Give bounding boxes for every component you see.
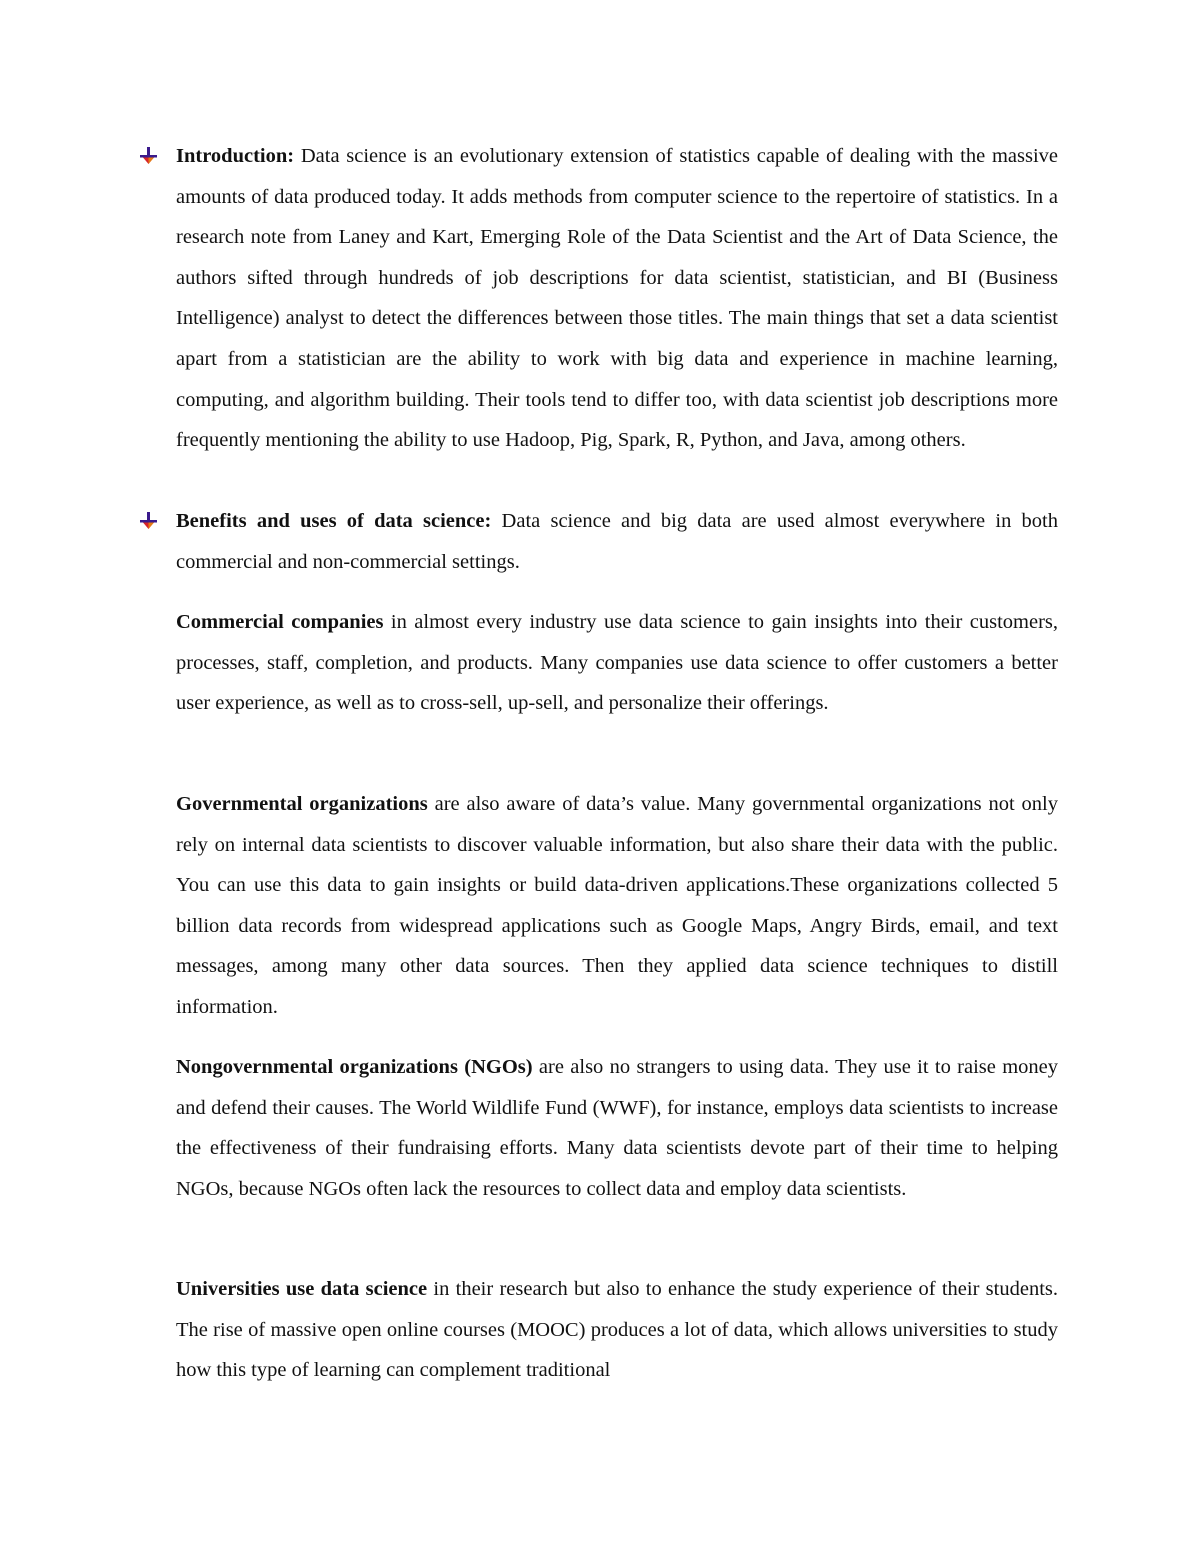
commercial-text: in almost every industry use data science to gain insights into their customers, processes, staff, completion, and products. Many companies use data science to offer customers a better user experience, as well as to cross-sell, up-sell, and personalize their offerings. bbox=[176, 611, 1058, 715]
commercial-paragraph bbox=[176, 602, 1058, 724]
universities-text: in their research but also to enhance the study experience of their students. The rise of massive open online courses (MOOC) produces a lot of data, which allows universities to study how this type of learning can complement traditional bbox=[176, 1278, 1059, 1382]
arrow-down-bullet-icon bbox=[139, 511, 159, 531]
arrow-down-bullet-icon bbox=[139, 146, 159, 166]
governmental-heading: Governmental organizations bbox=[176, 793, 428, 815]
benefits-heading: Benefits and uses of data science: bbox=[176, 510, 492, 532]
ngo-paragraph bbox=[176, 1047, 1058, 1209]
governmental-paragraph bbox=[176, 784, 1058, 1028]
commercial-heading: Commercial companies bbox=[176, 611, 384, 633]
benefits-paragraph bbox=[176, 501, 1058, 582]
introduction-text: Data science is an evolutionary extension of statistics capable of dealing with the massive amounts of data produced today. It adds methods from computer science to the repertoire of statistics. In a research note from Laney and Kart, Emerging Role of the Data Scientist and the Art of Data Science, the authors sifted through hundreds of job descriptions for data scientist, statistician, and BI (Business Intelligence) analyst to detect the differences between those titles. The main things that set a data scientist apart from a statistician are the ability to work with big data and experience in machine learning, computing, and algorithm building. Their tools tend to differ too, with data scientist job descriptions more frequently mentioning the ability to use Hadoop, Pig, Spark, R, Python, and Java, among others. bbox=[176, 145, 1058, 452]
introduction-heading: Introduction: bbox=[176, 145, 295, 167]
universities-paragraph bbox=[176, 1269, 1058, 1391]
universities-heading: Universities use data science bbox=[176, 1278, 428, 1300]
governmental-text: are also aware of data’s value. Many governmental organizations not only rely on internal data scientists to discover valuable information, but also share their data with the public. You can use this data to gain insights or build data-driven applications.These organizations collected 5 billion data records from widespread applications such as Google Maps, Angry Birds, email, and text messages, among many other data sources. Then they applied data science techniques to distill information. bbox=[176, 793, 1058, 1018]
ngo-text: are also no strangers to using data. They use it to raise money and defend their causes. The World Wildlife Fund (WWF), for instance, employs data scientists to increase the effectiveness of their fundraising efforts. Many data scientists devote part of their time to helping NGOs, because NGOs often lack the resources to collect data and employ data scientists. bbox=[176, 1056, 1058, 1200]
introduction-paragraph bbox=[176, 136, 1058, 461]
benefits-text: Data science and big data are used almost everywhere in both commercial and non-commercial settings. bbox=[176, 510, 1058, 573]
ngo-heading: Nongovernmental organizations (NGOs) bbox=[176, 1056, 533, 1078]
